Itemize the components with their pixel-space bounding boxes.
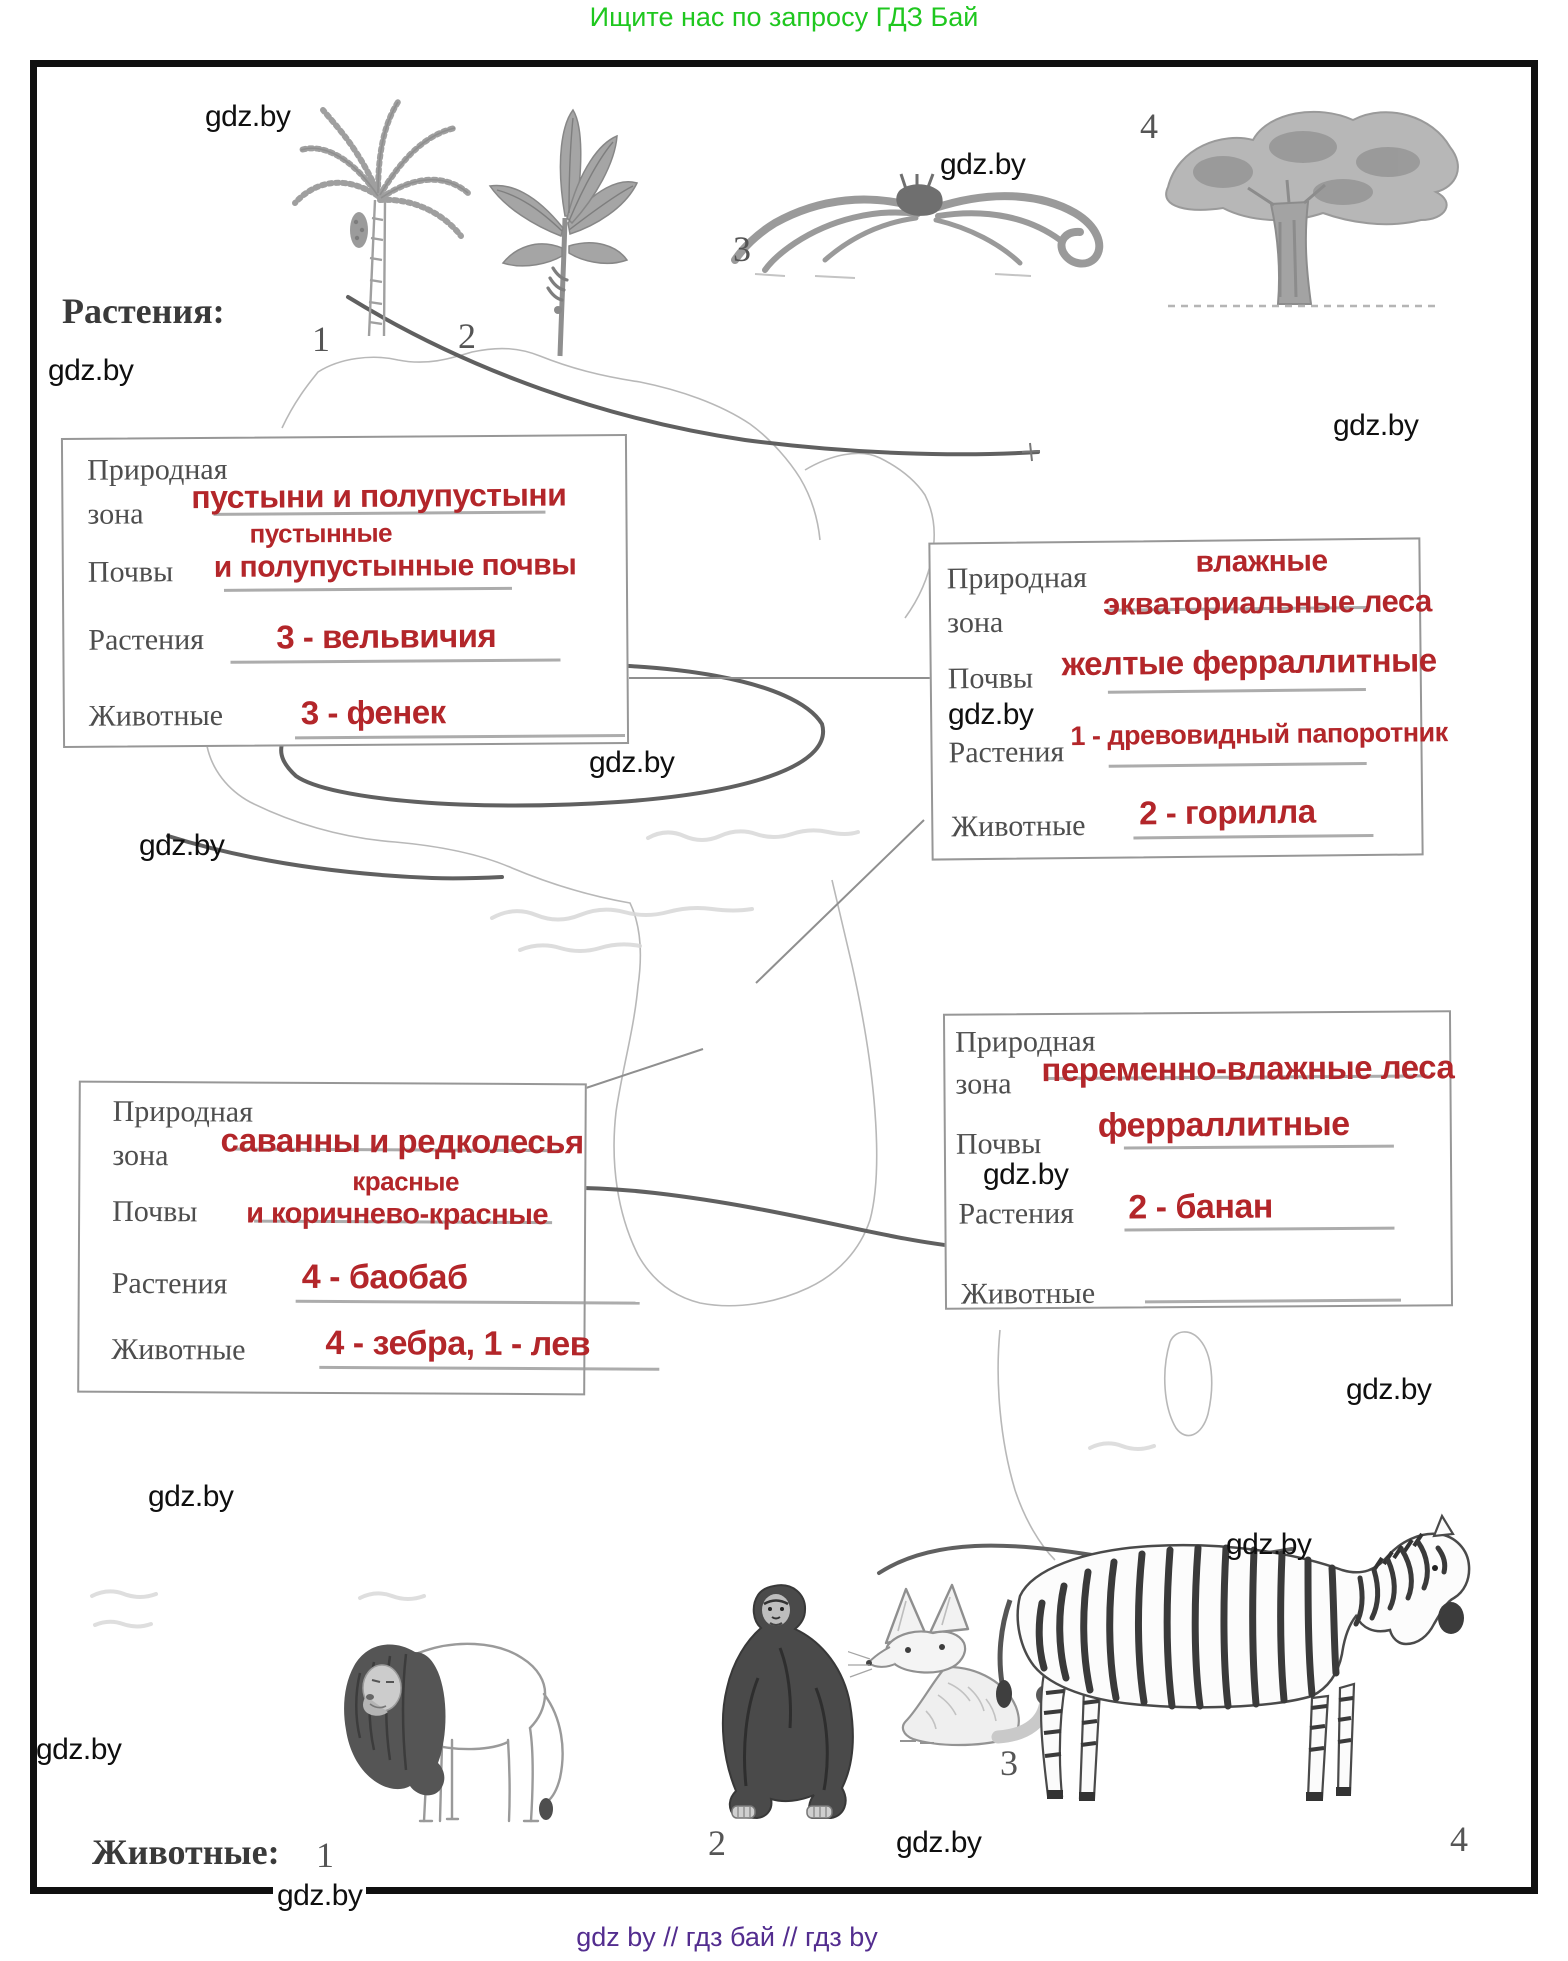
answer-zone-savanna: саванны и редколесья [220,1121,584,1161]
answer-zone-variable: переменно-влажные леса [1041,1048,1455,1089]
promo-banner: Ищите нас по запросу ГДЗ Бай [589,2,979,32]
answer-plants-savanna: 4 - баобаб [301,1257,468,1297]
soils-field-label: Почвы [112,1194,198,1229]
answer-animals-savanna: 4 - зебра, 1 - лев [325,1323,591,1364]
zone-card-savanna [77,1081,591,1396]
answer-soils-equatorial: желтые ферраллитные [1061,641,1437,683]
animal-number-2: 2 [708,1823,726,1863]
gdz-watermark: gdz.by [1346,1373,1432,1406]
plants-field-label: Растения [88,622,205,657]
answer-plants-desert: 3 - вельвичия [276,616,497,656]
animals-section-label: Животные: [92,1832,280,1872]
answer-soils-savanna-line1: красные [352,1166,460,1197]
answer-soils-desert-line2: и полупустынные почвы [213,548,577,584]
gdz-watermark: gdz.by [948,698,1034,731]
gdz-watermark: gdz.by [1333,409,1419,442]
plant-4-baobab-drawing [1128,92,1473,317]
soils-field-label: Почвы [955,1127,1042,1161]
animals-field-label: Животные [111,1332,246,1367]
animals-field-label: Животные [88,698,224,733]
plants-field-label: Растения [948,735,1065,770]
gdz-watermark: gdz.by [589,746,675,779]
answer-plants-equatorial: 1 - древовидный папоротник [1070,717,1448,752]
zone-field-label: зона [947,605,1004,640]
animal-number-3: 3 [1000,1743,1018,1783]
plants-section-label: Растения: [62,291,225,331]
answer-plants-variable: 2 - банан [1128,1187,1273,1227]
gdz-watermark: gdz.by [148,1480,234,1513]
zone-field-label: зона [955,1067,1012,1101]
answer-soils-desert-line1: пустынные [249,517,393,549]
animals-field-label: Животные [951,808,1086,844]
footer-links: gdz by // гдз бай // гдз by [576,1922,878,1952]
plants-field-label: Растения [958,1196,1075,1231]
gdz-watermark: gdz.by [273,1879,366,1913]
zone-field-label: Природная [112,1094,254,1129]
animal-number-1: 1 [316,1835,334,1875]
answer-animals-desert: 3 - фенек [300,693,446,732]
animal-1-lion-drawing [300,1578,570,1838]
plant-3-welwitschia-drawing [695,148,1125,288]
soils-field-label: Почвы [87,555,174,589]
gdz-watermark: gdz.by [205,100,291,133]
gdz-watermark: gdz.by [36,1733,122,1766]
gdz-watermark: gdz.by [139,829,225,862]
answer-zone-equatorial-line2: экваториальные леса [1102,583,1432,622]
gdz-watermark: gdz.by [1226,1528,1312,1561]
answer-animals-equatorial: 2 - горилла [1138,792,1316,832]
plant-1-tree-fern-drawing [283,88,478,338]
soils-field-label: Почвы [947,661,1034,696]
gdz-watermark: gdz.by [983,1158,1069,1191]
zone-field-label: Природная [87,452,228,487]
zone-card-desert [61,434,629,748]
gdz-watermark: gdz.by [896,1826,982,1859]
animals-field-label: Животные [960,1276,1096,1311]
gdz-watermark: gdz.by [48,354,134,387]
plant-number-2: 2 [458,316,476,356]
plant-number-4: 4 [1140,106,1158,146]
zone-field-label: Природная [946,560,1088,596]
plant-number-3: 3 [733,229,751,269]
zone-field-label: Природная [955,1024,1096,1059]
plant-2-banana-drawing [465,98,660,363]
zone-field-label: зона [112,1138,169,1173]
answer-soils-variable: ферраллитные [1097,1104,1350,1145]
answer-soils-savanna-line2: и коричнево-красные [246,1197,549,1232]
animal-4-zebra-drawing [972,1508,1477,1833]
plants-field-label: Растения [111,1266,228,1301]
boundary-end-tick [1022,443,1040,461]
answer-zone-equatorial-line1: влажные [1195,544,1328,579]
answer-zone-desert: пустыни и полупустыни [191,476,567,516]
madagascar-outline [1165,1332,1212,1436]
animal-number-4: 4 [1450,1819,1468,1859]
zone-field-label: зона [87,497,144,531]
gdz-watermark: gdz.by [940,148,1026,181]
plant-number-1: 1 [312,319,330,359]
